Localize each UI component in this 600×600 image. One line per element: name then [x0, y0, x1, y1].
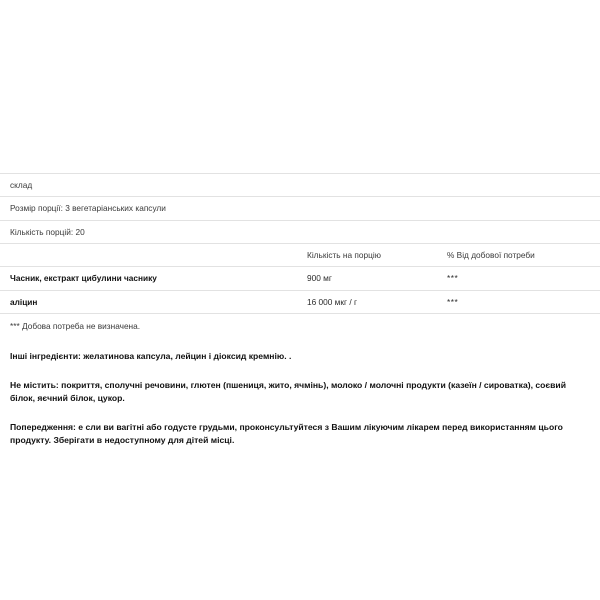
daily-value-footnote: *** Добова потреба не визначена.	[0, 313, 600, 332]
panel-title: склад	[10, 180, 33, 190]
table-row-serving-size	[0, 197, 600, 220]
serving-size-text: Розмір порції: 3 вегетаріанських капсули	[10, 203, 166, 214]
table-row-title	[0, 174, 600, 197]
ingredient-amount: 16 000 мкг / г	[307, 296, 357, 307]
ingredient-name: аліцин	[10, 296, 38, 307]
other-ingredients-paragraph: Інші інгредієнти: желатинова капсула, лейцин і діоксид кремнію. .	[10, 350, 292, 361]
free-of-paragraph: Не містить: покриття, сполучні речовини, глютен (пшениця, жито, ячмінь), молоко / молочні продукти (казеїн / сироватка), соєвий білок, яєчний білок, цукор.	[10, 380, 566, 403]
ingredient-daily-value: ***	[447, 273, 459, 284]
supplement-facts-table	[0, 173, 600, 313]
column-header-percent-daily-value: % Від добової потреби	[447, 250, 535, 261]
table-row-column-headers	[0, 244, 600, 267]
table-row-servings-per-container	[0, 220, 600, 243]
top-whitespace	[0, 0, 600, 173]
ingredient-name: Часник, екстракт цибулини часнику	[10, 273, 157, 284]
ingredient-amount: 900 мг	[307, 273, 332, 284]
warning-paragraph: Попередження: е сли ви вагітні або годусте грудьми, проконсультуйтеся з Вашим лікуючим лікарем перед використанням цього продукту. Зберігати в недоступному для дітей місці.	[10, 422, 563, 445]
table-row	[0, 290, 600, 313]
servings-per-container-text: Кількість порцій: 20	[10, 226, 85, 237]
column-header-name	[0, 249, 307, 261]
table-row	[0, 267, 600, 290]
column-header-amount-per-serving: Кількість на порцію	[307, 250, 381, 261]
ingredient-daily-value: ***	[447, 296, 459, 307]
